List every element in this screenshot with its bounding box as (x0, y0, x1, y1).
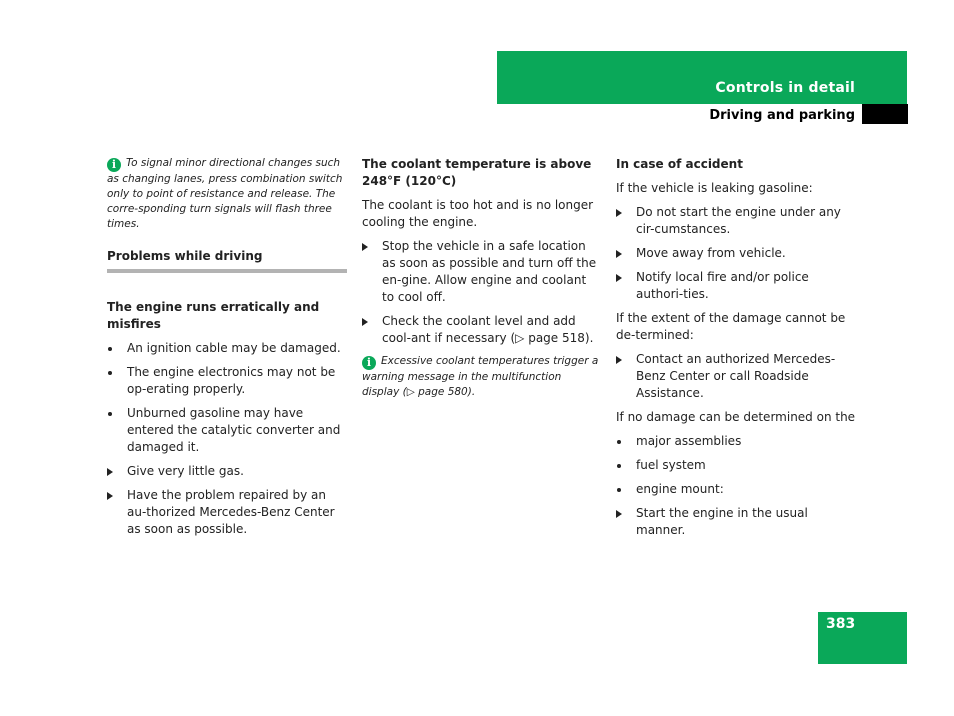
paragraph: If the vehicle is leaking gasoline: (616, 181, 813, 195)
chapter-title: Controls in detail (715, 80, 855, 96)
step-item: Start the engine in the usual manner. (616, 505, 856, 539)
bullet-icon (108, 347, 112, 351)
bullet-icon (617, 440, 621, 444)
triangle-arrow-icon (107, 468, 113, 476)
column-left (107, 156, 347, 545)
bullet-item: engine mount: (616, 481, 856, 498)
step-item: Do not start the engine under any cir-cumstances. (616, 204, 856, 238)
subheading-coolant-temperature: The coolant temperature is above 248°F (120°C) (362, 157, 592, 188)
step-item: Have the problem repaired by an au-thorized Mercedes-Benz Center as soon as possible. (107, 487, 347, 538)
info-icon: i (107, 158, 121, 172)
triangle-arrow-icon (362, 318, 368, 326)
triangle-arrow-icon (616, 274, 622, 282)
bullet-item: The engine electronics may not be op-erating properly. (107, 364, 347, 398)
header-band (497, 51, 907, 104)
section-heading-problems: Problems while driving (107, 248, 347, 273)
section-tab-marker (862, 104, 908, 124)
triangle-arrow-icon (616, 209, 622, 217)
step-item: Move away from vehicle. (616, 245, 856, 262)
step-item: Stop the vehicle in a safe location as soon as possible and turn off the en-gine. Allow engine and coolant to cool off. (362, 238, 600, 306)
triangle-arrow-icon (107, 492, 113, 500)
info-note: i To signal minor directional changes such as changing lanes, press combination switch only to point of resistance and release. The corre-sponding turn signals will flash three times. (107, 157, 343, 230)
paragraph: If no damage can be determined on the (616, 410, 856, 424)
bullet-item: An ignition cable may be damaged. (107, 340, 347, 357)
bullet-icon (108, 412, 112, 416)
column-right (616, 156, 856, 546)
step-item: Give very little gas. (107, 463, 347, 480)
section-title: Driving and parking (709, 108, 855, 123)
column-middle (362, 156, 600, 416)
bullet-item: Unburned gasoline may have entered the catalytic converter and damaged it. (107, 405, 347, 456)
subheading-engine-misfires: The engine runs erratically and misfires (107, 300, 320, 331)
subheading-accident: In case of accident (616, 157, 743, 171)
page-number: 383 (826, 616, 856, 632)
triangle-arrow-icon (616, 356, 622, 364)
step-item: Notify local fire and/or police authori-ties. (616, 269, 856, 303)
triangle-arrow-icon (362, 243, 368, 251)
bullet-item: major assemblies (616, 433, 856, 450)
info-icon: i (362, 356, 376, 370)
paragraph: The coolant is too hot and is no longer cooling the engine. (362, 198, 594, 229)
paragraph: If the extent of the damage cannot be de-termined: (616, 311, 846, 342)
bullet-icon (617, 464, 621, 468)
bullet-icon (617, 488, 621, 492)
bullet-item: fuel system (616, 457, 856, 474)
bullet-icon (108, 371, 112, 375)
step-item: Check the coolant level and add cool-ant if necessary (▷ page 518). (362, 313, 600, 347)
triangle-arrow-icon (616, 250, 622, 258)
info-note: i Excessive coolant temperatures trigger a warning message in the multifunction display (▷ page 580). (362, 355, 599, 398)
step-item: Contact an authorized Mercedes-Benz Center or call Roadside Assistance. (616, 351, 856, 402)
triangle-arrow-icon (616, 510, 622, 518)
